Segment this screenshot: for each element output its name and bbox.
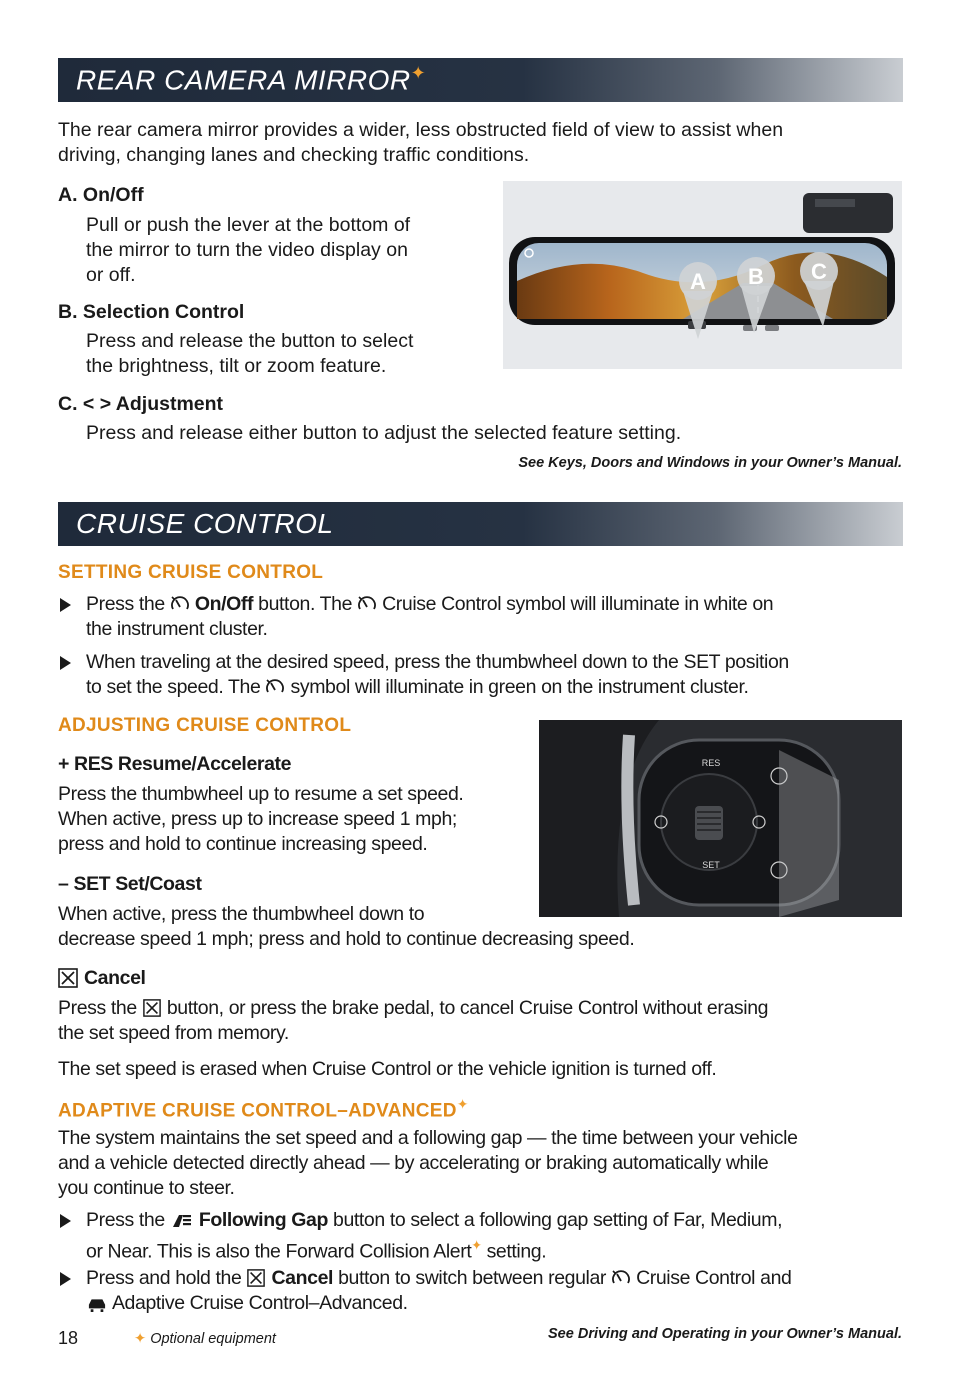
cruise-control-icon <box>611 1269 631 1287</box>
item-b-line-2: the brightness, tilt or zoom feature. <box>86 355 387 377</box>
item-a-line-1: Pull or push the lever at the bottom of <box>86 214 411 236</box>
steering-wheel-controls-image <box>539 720 902 917</box>
cruise-control-icon <box>357 595 377 613</box>
cancel-line-2: the set speed from memory. <box>58 1022 289 1044</box>
mirror-illustration <box>503 181 902 369</box>
adaptive-line-1: The system maintains the set speed and a following gap — the time between your vehicle <box>58 1127 798 1149</box>
cancel-icon <box>142 999 162 1017</box>
res-line-1: Press the thumbwheel up to resume a set speed. <box>58 783 464 805</box>
callout-c-label: C <box>811 259 827 284</box>
bullet-arrow-icon <box>60 1272 71 1286</box>
rear-camera-title: REAR CAMERA MIRROR <box>76 64 411 96</box>
cancel-icon <box>246 1269 266 1287</box>
set-line-2: decrease speed 1 mph; press and hold to continue decreasing speed. <box>58 928 635 950</box>
setting-bullet-1: Press the On/Off button. The Cruise Control symbol will illuminate in white on <box>86 593 774 615</box>
item-c-line-1: Press and release either button to adjust the selected feature setting. <box>86 422 682 444</box>
res-line-3: press and hold to continue increasing speed. <box>58 833 428 855</box>
adaptive-bullet-2-cont: Adaptive Cruise Control–Advanced. <box>86 1291 408 1315</box>
adaptive-bullet-2: Press and hold the Cancel button to switch between regular Cruise Control and <box>86 1267 792 1289</box>
adaptive-bullet-1-cont: or Near. This is also the Forward Collision Alert✦ setting. <box>86 1237 547 1263</box>
cruise-control-title: CRUISE CONTROL <box>76 508 334 539</box>
wheel-set-label: SET <box>702 860 720 870</box>
item-a-line-2: the mirror to turn the video display on <box>86 239 408 261</box>
item-a-line-3: or off. <box>86 264 136 286</box>
optional-plus-icon: ✦ <box>134 1331 147 1347</box>
adaptive-cruise-icon <box>86 1294 108 1312</box>
wheel-res-label: RES <box>701 758 721 768</box>
cancel-line-1: Press the button, or press the brake pedal, to cancel Cruise Control without erasing <box>58 997 769 1019</box>
item-c-title: C. < > Adjustment <box>58 393 224 415</box>
setting-bullet-2-cont: to set the speed. The symbol will illuminate in green on the instrument cluster. <box>86 676 749 698</box>
rear-camera-mirror-image <box>503 181 902 369</box>
setting-cruise-heading: SETTING CRUISE CONTROL <box>58 562 324 583</box>
page-number: 18 <box>58 1328 79 1348</box>
optional-plus-icon: ✦ <box>410 63 427 84</box>
item-a-title: A. On/Off <box>58 184 144 206</box>
rear-camera-intro-1: The rear camera mirror provides a wider, less obstructed field of view to assist when <box>58 119 784 141</box>
set-speed-erased: The set speed is erased when Cruise Control or the vehicle ignition is turned off. <box>58 1058 717 1080</box>
rear-camera-section-header <box>58 58 903 102</box>
adaptive-bullet-1: Press the Following Gap button to select a following gap setting of Far, Medium, <box>86 1209 783 1231</box>
item-b-line-1: Press and release the button to select <box>86 330 414 352</box>
adaptive-cruise-heading: ADAPTIVE CRUISE CONTROL–ADVANCED✦ <box>58 1096 469 1122</box>
following-gap-icon <box>170 1211 194 1229</box>
item-b-title: B. Selection Control <box>58 301 245 323</box>
optional-plus-icon: ✦ <box>456 1096 469 1112</box>
callout-b-label: B <box>748 264 764 289</box>
setting-bullet-1-cont: the instrument cluster. <box>86 618 268 640</box>
res-title: + RES Resume/Accelerate <box>58 753 292 775</box>
res-line-2: When active, press up to increase speed 1 mph; <box>58 808 457 830</box>
setting-bullet-2: When traveling at the desired speed, press the thumbwheel down to the SET position <box>86 651 789 673</box>
cruise-control-icon <box>265 678 285 696</box>
adjusting-cruise-heading: ADJUSTING CRUISE CONTROL <box>58 715 352 736</box>
bullet-arrow-icon <box>60 656 71 670</box>
bullet-arrow-icon <box>60 598 71 612</box>
callout-a-label: A <box>690 269 706 294</box>
rear-camera-see-manual: See Keys, Doors and Windows in your Owner’s Manual. <box>518 455 902 471</box>
steering-wheel-illustration <box>539 720 902 917</box>
adaptive-line-2: and a vehicle detected directly ahead — by accelerating or braking automatically while <box>58 1152 769 1174</box>
bullet-arrow-icon <box>60 1214 71 1228</box>
adaptive-line-3: you continue to steer. <box>58 1177 235 1199</box>
rear-camera-intro-2: driving, changing lanes and checking traffic conditions. <box>58 144 530 166</box>
optional-equipment-note: ✦ Optional equipment <box>134 1331 276 1347</box>
cruise-control-icon <box>170 595 190 613</box>
cancel-icon <box>58 968 78 988</box>
cruise-control-section-header <box>58 502 903 546</box>
driving-see-manual: See Driving and Operating in your Owner’s Manual. <box>548 1326 902 1342</box>
cancel-heading: Cancel <box>58 966 146 990</box>
set-line-1: When active, press the thumbwheel down to <box>58 903 425 925</box>
optional-plus-icon: ✦ <box>471 1237 482 1253</box>
set-title: – SET Set/Coast <box>58 873 202 895</box>
